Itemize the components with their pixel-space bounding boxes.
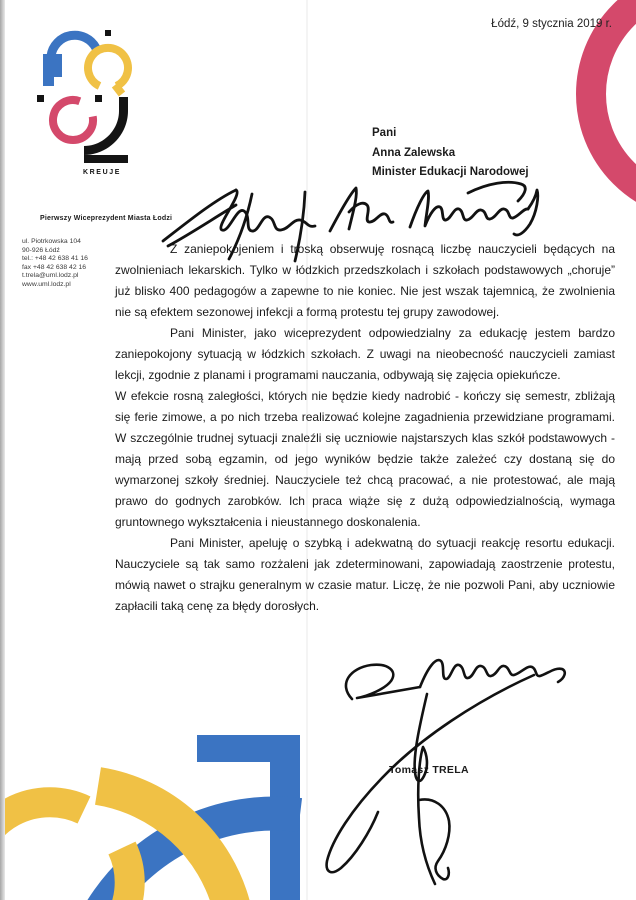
scan-edge-shadow xyxy=(0,0,5,900)
address-www: www.uml.lodz.pl xyxy=(22,280,71,288)
date-line: Łódź, 9 stycznia 2019 r. xyxy=(491,18,612,30)
recipient-name: Anna Zalewska xyxy=(372,146,456,159)
letter-paragraph: W efekcie rosną zaległości, których nie będzie kiedy nadrobić - kończy się semestr, zbliżają się ferie zimowe, a po nich trzeba realizować kolejne zagadnienia przewidziane programami. W szczególnie trudnej sytuacji znaleźli się uczniowie najstarszych klas szkół podstawowych - mają przed sobą egzamin, od jego wyników będzie także zależeć czy dostaną się do wymarzonej szkoły średniej. Nauczyciele też chcą pracować, a nie protestować, ale mają prawo do godnych zarobków. Ich praca wiąże się z dużą odpowiedzialnością, wymaga gruntownego wykształcenia i nieustannego doskonalenia. xyxy=(115,389,615,529)
address-street: ul. Piotrkowska 104 xyxy=(22,238,81,245)
letter-paragraph: Pani Minister, jako wiceprezydent odpowiedzialny za edukację jestem bardzo zaniepokojony sytuacją w łódzkich szkołach. Z uwagi na nieobecność nauczycieli zamiast lekcji, zgodnie z planami i programami nauczania, odbywają się zajęcia opiekuńcze. xyxy=(115,326,615,382)
address-fax: fax +48 42 638 42 16 xyxy=(22,263,87,271)
letter-paragraph: Z zaniepokojeniem i troską obserwuję rosnącą liczbę nauczycieli będących na zwolnieniach lekarskich. Tylko w łódzkich przedszkolach i szkołach podstawowych „choruje” już blisko 400 pedagogów a zapewne to nie koniec. Nie jest wszak tajemnicą, że zwolnienia nie są efektem sezonowej infekcji a formą protestu tej grupy zawodowej. xyxy=(115,242,615,319)
salutation-handwriting xyxy=(163,182,538,261)
signer-name: Tomasz TRELA xyxy=(389,764,469,776)
address-city: 90-926 Łódź xyxy=(22,246,60,254)
signature-handwriting xyxy=(327,660,565,884)
logo-brand-word: KREUJE xyxy=(83,169,121,176)
recipient-title: Minister Edukacji Narodowej xyxy=(372,166,529,178)
recipient-salutation: Pani xyxy=(372,127,397,139)
letter-paragraph: Pani Minister, apeluję o szybką i adekwatną do sytuacji reakcję resortu edukacji. Nauczyciele są tak samo rozżaleni jak zdeterminowani, zapowiadają zaostrzenie protestu, mówią nawet o strajku generalnym w czasie matur. Liczę, że nie pozwoli Pani, aby uczniowie zapłacili taką cenę za błędy dorosłych. xyxy=(115,536,615,613)
address-tel: tel.: +48 42 638 41 16 xyxy=(22,255,88,263)
address-email: t.trela@uml.lodz.pl xyxy=(22,272,79,280)
sender-title: Pierwszy Wiceprezydent Miasta Łodzi xyxy=(40,215,173,222)
